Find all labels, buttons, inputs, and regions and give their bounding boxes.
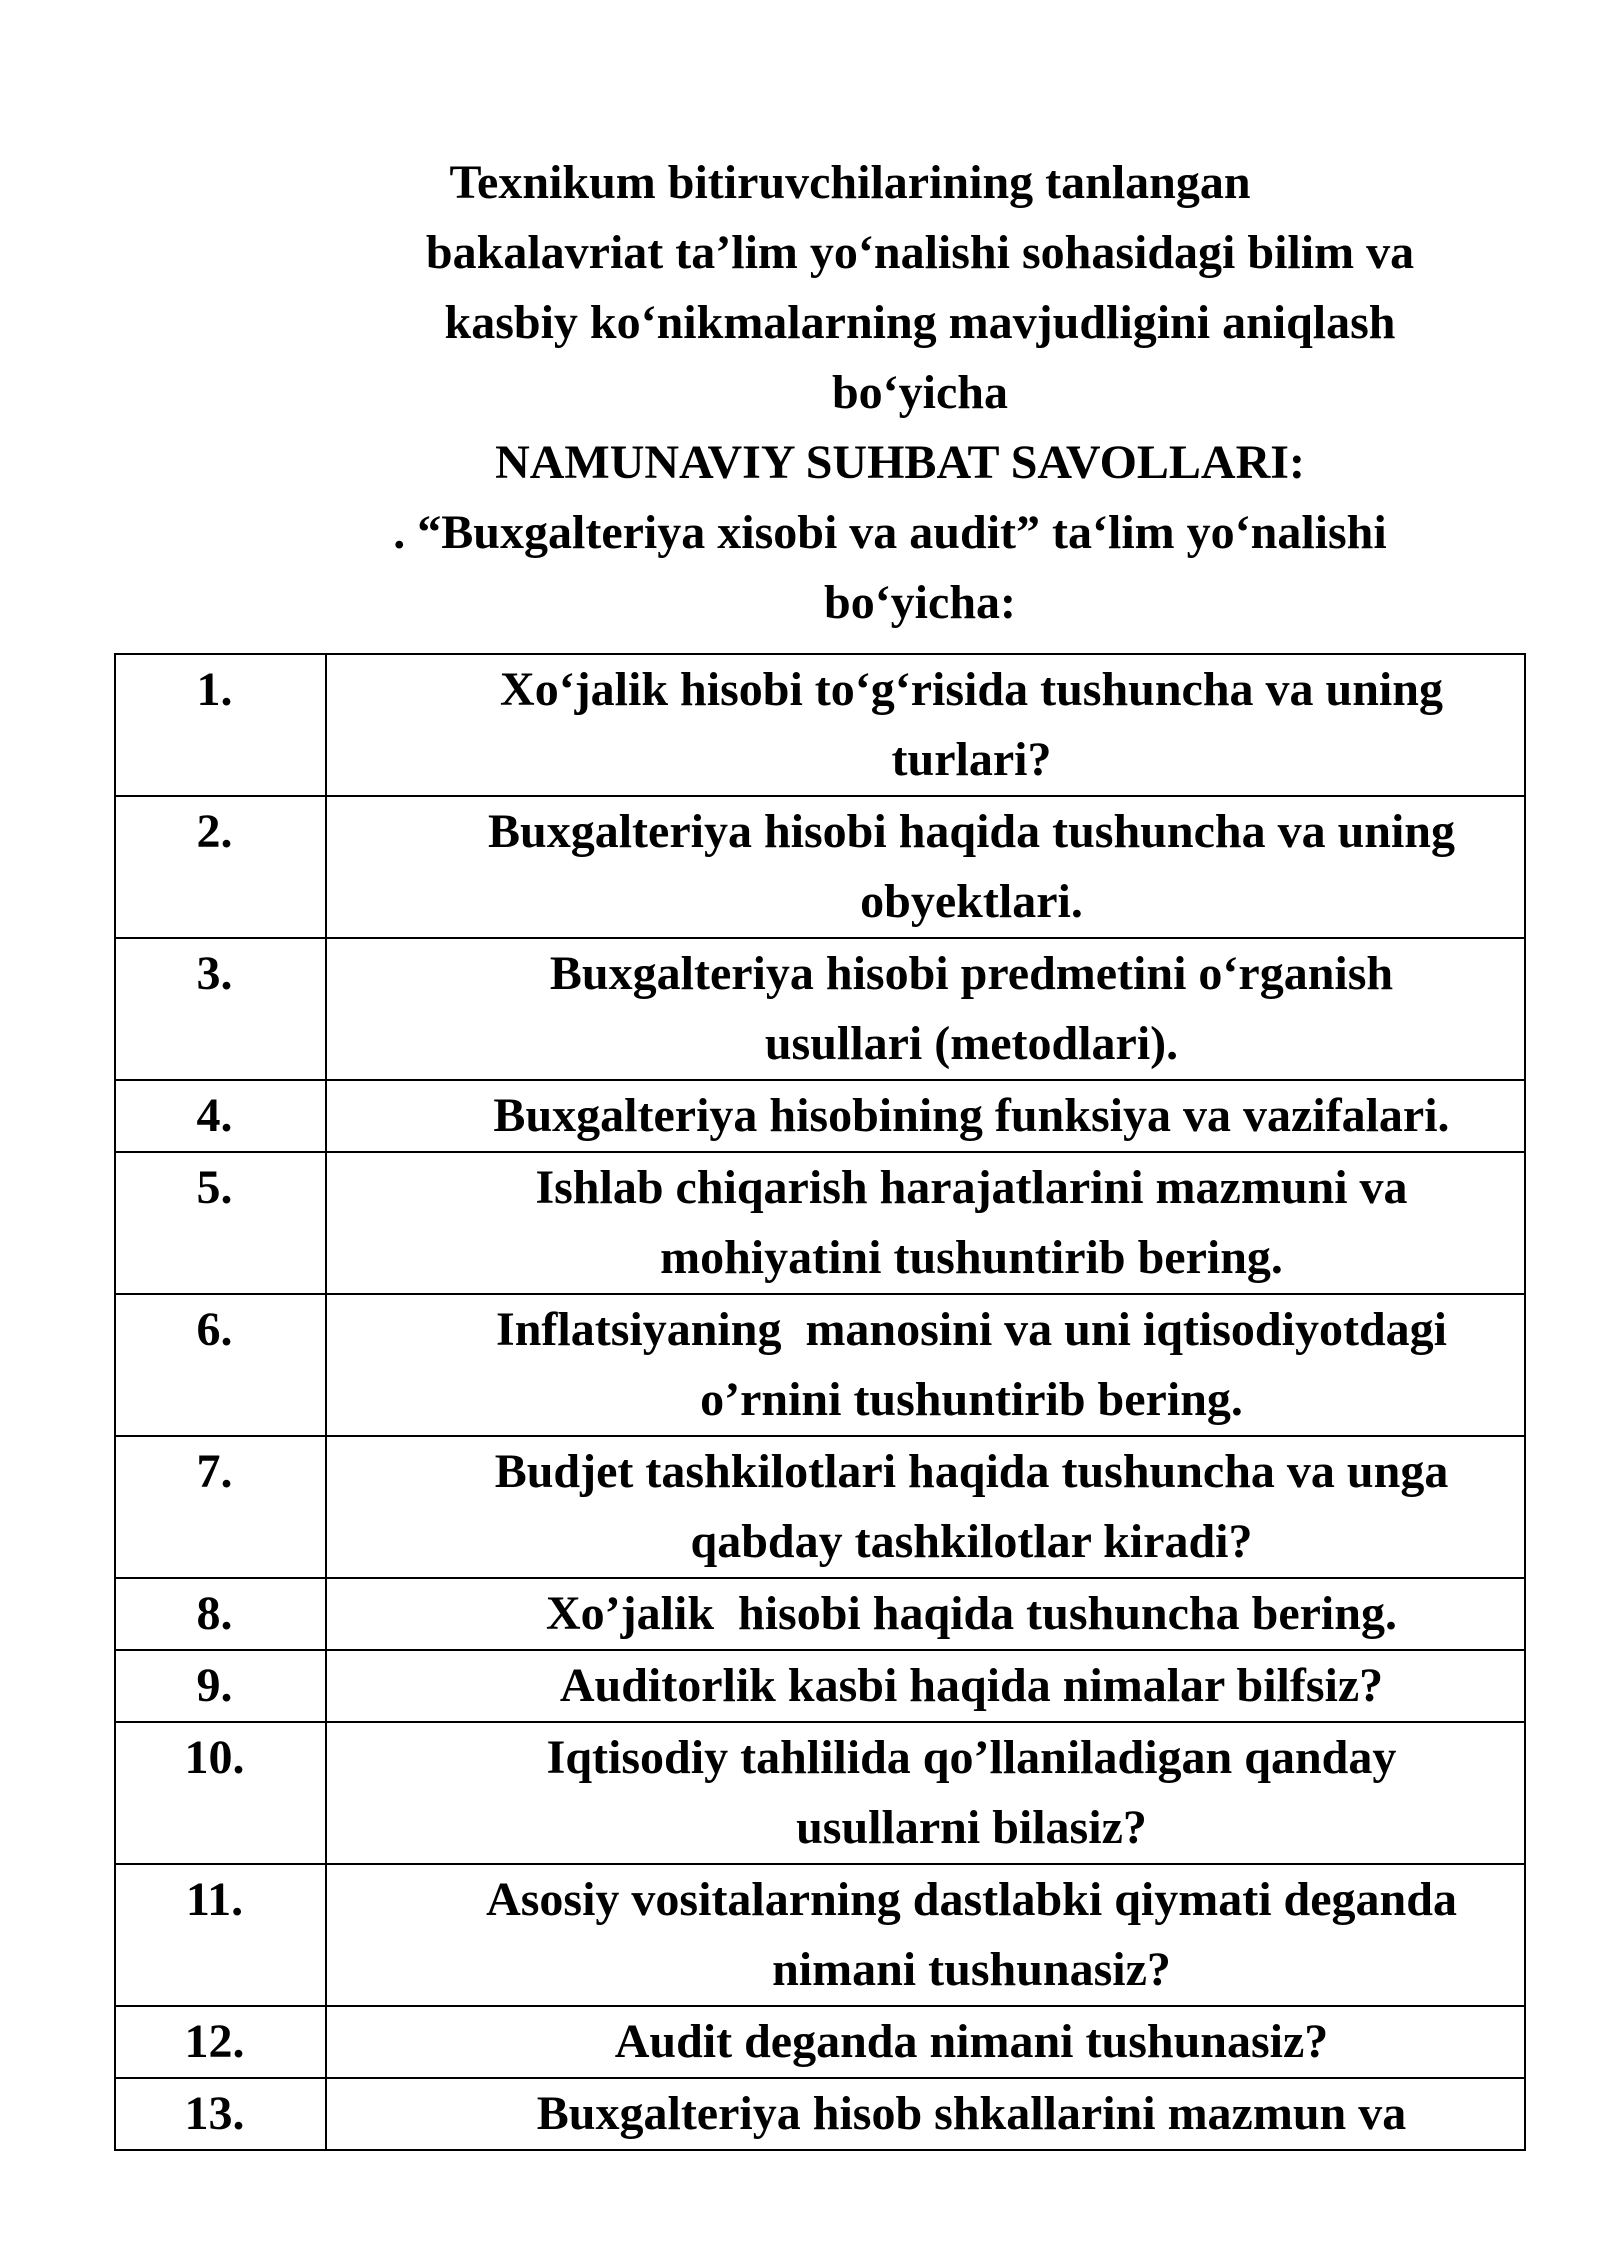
question-text: [326, 1578, 1525, 1650]
question-text-line-1: Buxgalteriya hisobining funksiya va vazifalari.: [493, 1089, 1450, 1142]
question-text: [326, 2078, 1525, 2150]
question-number: 7.: [115, 1436, 326, 1578]
question-text-line-1: Audit deganda nimani tushunasiz?: [614, 2015, 1329, 2068]
table-row: [115, 2006, 1525, 2078]
question-text-line-2: nimani tushunasiz?: [772, 1943, 1171, 1996]
question-number: 5.: [115, 1152, 326, 1294]
table-row: [115, 796, 1525, 938]
question-number: 2.: [115, 796, 326, 938]
heading-line-3: kasbiy ko‘nikmalarning mavjudligini aniqlash: [444, 296, 1396, 349]
question-text-line-1: Buxgalteriya hisobi predmetini o‘rganish: [549, 947, 1394, 1000]
questions-table: [114, 653, 1526, 2151]
question-text-line-2: usullarni bilasiz?: [796, 1801, 1147, 1854]
question-number: 13.: [115, 2078, 326, 2150]
document-heading: [300, 148, 1540, 638]
question-text: [326, 654, 1525, 796]
question-text: [326, 796, 1525, 938]
question-text-line-1: Xo‘jalik hisobi to‘g‘risida tushuncha va uning: [500, 663, 1443, 716]
heading-line-1: Texnikum bitiruvchilarining tanlangan: [449, 156, 1251, 209]
question-text-line-2: o’rnini tushuntirib bering.: [700, 1373, 1243, 1426]
question-text-line-2: turlari?: [891, 733, 1052, 786]
question-text-line-1: Iqtisodiy tahlilida qo’llaniladigan qanday: [546, 1731, 1397, 1784]
question-number: 3.: [115, 938, 326, 1080]
question-text: [326, 1650, 1525, 1722]
question-text-line-1: Xo’jalik hisobi haqida tushuncha bering.: [546, 1587, 1397, 1640]
table-row: [115, 938, 1525, 1080]
heading-line-7: bo‘yicha:: [824, 576, 1016, 629]
question-text: [326, 1080, 1525, 1152]
table-row: [115, 2078, 1525, 2150]
question-number: 4.: [115, 1080, 326, 1152]
question-text-line-1: Auditorlik kasbi haqida nimalar bilfsiz?: [559, 1659, 1384, 1712]
question-text: [326, 1152, 1525, 1294]
heading-line-4: bo‘yicha: [831, 366, 1008, 419]
document-title: NAMUNAVIY SUHBAT SAVOLLARI:: [495, 436, 1305, 489]
question-text-line-2: mohiyatini tushuntirib bering.: [660, 1231, 1283, 1284]
table-row: [115, 1578, 1525, 1650]
table-row: [115, 654, 1525, 796]
table-row: [115, 1294, 1525, 1436]
table-row: [115, 1152, 1525, 1294]
question-number: 11.: [115, 1864, 326, 2006]
question-text-line-1: Buxgalteriya hisobi haqida tushuncha va uning: [487, 805, 1455, 858]
question-text: [326, 1294, 1525, 1436]
question-text-line-1: Budjet tashkilotlari haqida tushuncha va unga: [494, 1445, 1449, 1498]
question-number: 12.: [115, 2006, 326, 2078]
question-text: [326, 938, 1525, 1080]
question-number: 6.: [115, 1294, 326, 1436]
question-text: [326, 1722, 1525, 1864]
heading-line-2: bakalavriat ta’lim yo‘nalishi sohasidagi bilim va: [425, 226, 1415, 279]
question-text-line-2: usullari (metodlari).: [764, 1017, 1179, 1070]
question-text-line-1: Inflatsiyaning manosini va uni iqtisodiyotdagi: [496, 1303, 1447, 1356]
question-number: 8.: [115, 1578, 326, 1650]
table-row: [115, 1722, 1525, 1864]
question-text-line-1: Ishlab chiqarish harajatlarini mazmuni va: [535, 1161, 1408, 1214]
question-text: [326, 2006, 1525, 2078]
question-text-line-1: Asosiy vositalarning dastlabki qiymati deganda: [486, 1873, 1457, 1926]
program-name: . “Buxgalteriya xisobi va audit” ta‘lim yo‘nalishi: [393, 506, 1387, 559]
table-row: [115, 1080, 1525, 1152]
question-text: [326, 1864, 1525, 2006]
question-text-line-2: obyektlari.: [860, 875, 1083, 928]
table-row: [115, 1864, 1525, 2006]
table-row: [115, 1650, 1525, 1722]
question-text-line-2: qabday tashkilotlar kiradi?: [690, 1515, 1253, 1568]
question-text-line-1: Buxgalteriya hisob shkallarini mazmun va: [536, 2087, 1407, 2140]
question-text: [326, 1436, 1525, 1578]
question-number: 1.: [115, 654, 326, 796]
question-number: 10.: [115, 1722, 326, 1864]
question-number: 9.: [115, 1650, 326, 1722]
table-row: [115, 1436, 1525, 1578]
